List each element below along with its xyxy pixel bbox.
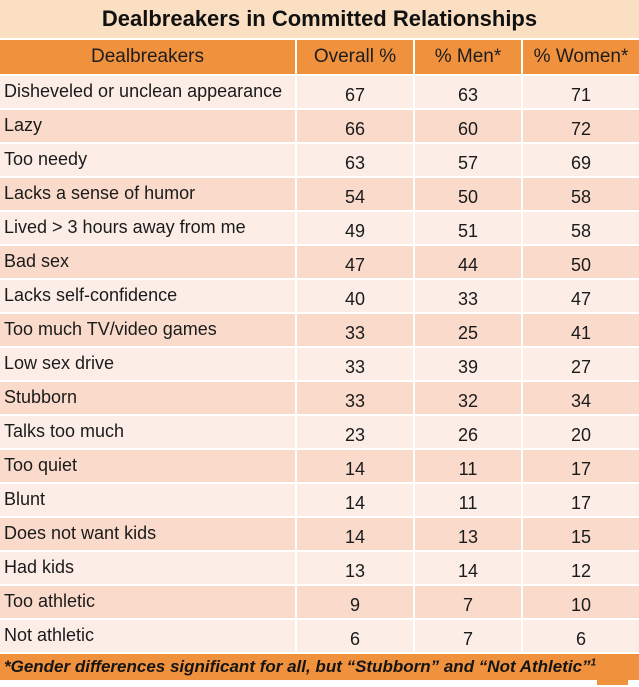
table-row bbox=[0, 110, 639, 144]
table-row bbox=[0, 76, 639, 110]
row-women: 20 bbox=[521, 416, 639, 448]
row-overall: 14 bbox=[295, 518, 413, 550]
row-label: Low sex drive bbox=[4, 353, 115, 373]
row-overall: 33 bbox=[295, 348, 413, 380]
table-row bbox=[0, 450, 639, 484]
row-label: Had kids bbox=[4, 557, 75, 577]
row-men: 33 bbox=[413, 280, 521, 312]
row-men: 51 bbox=[413, 212, 521, 244]
row-men: 60 bbox=[413, 110, 521, 142]
row-men: 7 bbox=[413, 586, 521, 618]
row-women: 72 bbox=[521, 110, 639, 142]
row-overall: 6 bbox=[295, 620, 413, 652]
row-women: 69 bbox=[521, 144, 639, 176]
table-row bbox=[0, 382, 639, 416]
row-overall: 47 bbox=[295, 246, 413, 278]
row-men: 13 bbox=[413, 518, 521, 550]
column-header-men: % Men* bbox=[413, 40, 521, 74]
row-women: 50 bbox=[521, 246, 639, 278]
row-label: Blunt bbox=[4, 489, 46, 509]
table-row bbox=[0, 416, 639, 450]
table-row bbox=[0, 246, 639, 280]
row-men: 63 bbox=[413, 76, 521, 108]
row-overall: 14 bbox=[295, 450, 413, 482]
table-header-row bbox=[0, 40, 639, 76]
row-label: Stubborn bbox=[4, 387, 78, 407]
row-women: 15 bbox=[521, 518, 639, 550]
row-overall: 54 bbox=[295, 178, 413, 210]
footnote-text: *Gender differences significant for all, but “Stubborn” and “Not Athletic” bbox=[4, 657, 591, 676]
row-label: Too athletic bbox=[4, 591, 96, 611]
column-header-overall: Overall % bbox=[295, 40, 413, 74]
table-row bbox=[0, 484, 639, 518]
table-row bbox=[0, 280, 639, 314]
row-women: 6 bbox=[521, 620, 639, 652]
table-row bbox=[0, 518, 639, 552]
column-header-dealbreakers: Dealbreakers bbox=[91, 46, 204, 67]
row-label: Bad sex bbox=[4, 251, 70, 271]
row-overall: 49 bbox=[295, 212, 413, 244]
row-men: 26 bbox=[413, 416, 521, 448]
row-overall: 40 bbox=[295, 280, 413, 312]
row-women: 41 bbox=[521, 314, 639, 346]
row-label: Too quiet bbox=[4, 455, 78, 475]
table-row bbox=[0, 212, 639, 246]
row-label: Lacks self-confidence bbox=[4, 285, 178, 305]
row-women: 10 bbox=[521, 586, 639, 618]
row-label: Not athletic bbox=[4, 625, 95, 645]
table-row bbox=[0, 348, 639, 382]
row-label: Lived > 3 hours away from me bbox=[4, 217, 246, 237]
row-overall: 23 bbox=[295, 416, 413, 448]
row-women: 34 bbox=[521, 382, 639, 414]
table-body bbox=[0, 76, 639, 654]
row-men: 25 bbox=[413, 314, 521, 346]
table-row bbox=[0, 586, 639, 620]
row-label: Does not want kids bbox=[4, 523, 157, 543]
table-row bbox=[0, 178, 639, 212]
row-women: 17 bbox=[521, 450, 639, 482]
table-row bbox=[0, 144, 639, 178]
row-men: 44 bbox=[413, 246, 521, 278]
footer-notch bbox=[597, 679, 628, 685]
row-women: 71 bbox=[521, 76, 639, 108]
row-men: 57 bbox=[413, 144, 521, 176]
table-row bbox=[0, 620, 639, 654]
footnote bbox=[0, 654, 639, 680]
row-women: 12 bbox=[521, 552, 639, 584]
row-men: 50 bbox=[413, 178, 521, 210]
row-label: Lacks a sense of humor bbox=[4, 183, 196, 203]
row-label: Lazy bbox=[4, 115, 43, 135]
title-bar bbox=[0, 0, 639, 40]
footnote-superscript: 1 bbox=[590, 657, 597, 669]
row-overall: 13 bbox=[295, 552, 413, 584]
row-men: 32 bbox=[413, 382, 521, 414]
row-women: 58 bbox=[521, 212, 639, 244]
row-women: 17 bbox=[521, 484, 639, 516]
row-men: 11 bbox=[413, 450, 521, 482]
row-label: Too much TV/video games bbox=[4, 319, 217, 339]
table-row bbox=[0, 552, 639, 586]
row-men: 39 bbox=[413, 348, 521, 380]
row-women: 47 bbox=[521, 280, 639, 312]
row-label: Disheveled or unclean appearance bbox=[4, 81, 283, 101]
row-overall: 63 bbox=[295, 144, 413, 176]
page-title: Dealbreakers in Committed Relationships bbox=[101, 6, 538, 31]
row-label: Too needy bbox=[4, 149, 88, 169]
row-overall: 33 bbox=[295, 382, 413, 414]
row-men: 11 bbox=[413, 484, 521, 516]
column-header-women: % Women* bbox=[521, 40, 639, 74]
row-men: 7 bbox=[413, 620, 521, 652]
row-overall: 66 bbox=[295, 110, 413, 142]
row-label: Talks too much bbox=[4, 421, 125, 441]
table-row bbox=[0, 314, 639, 348]
row-women: 58 bbox=[521, 178, 639, 210]
row-overall: 9 bbox=[295, 586, 413, 618]
row-overall: 33 bbox=[295, 314, 413, 346]
row-overall: 67 bbox=[295, 76, 413, 108]
row-women: 27 bbox=[521, 348, 639, 380]
row-overall: 14 bbox=[295, 484, 413, 516]
row-men: 14 bbox=[413, 552, 521, 584]
